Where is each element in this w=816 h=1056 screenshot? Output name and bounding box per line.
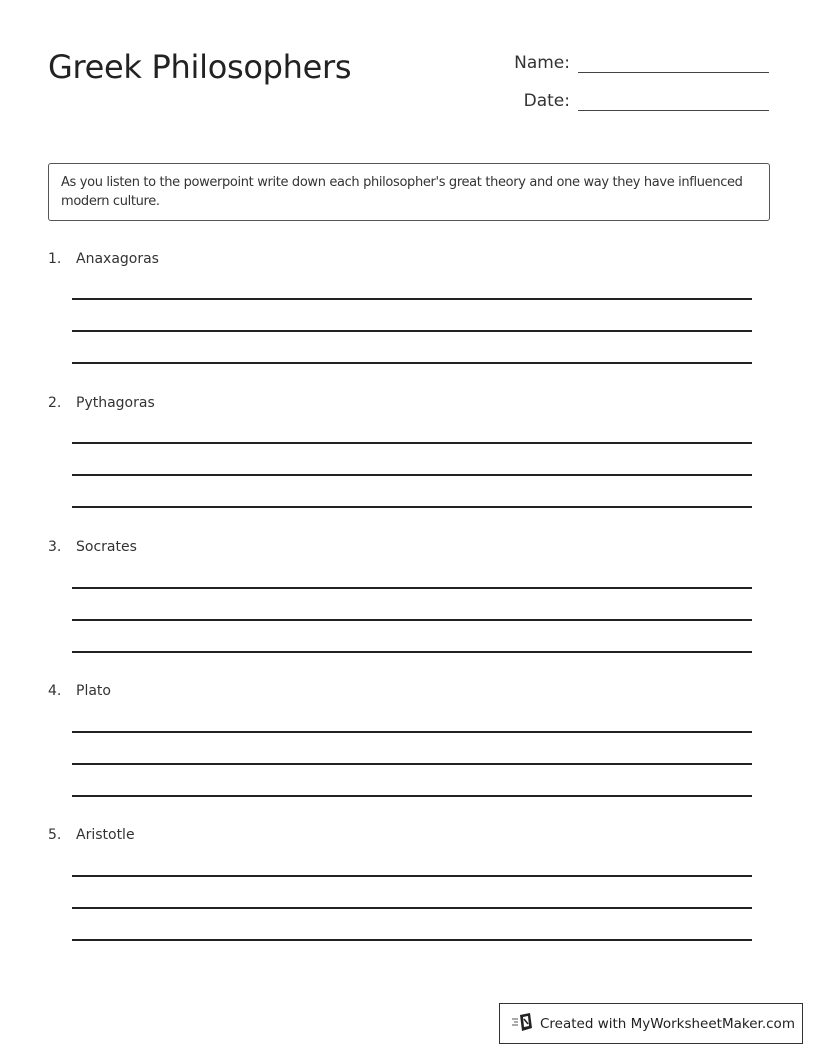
question-label: Aristotle [76, 827, 135, 843]
answer-line[interactable] [72, 907, 752, 909]
answer-line[interactable] [72, 939, 752, 941]
question-number: 2. [48, 395, 62, 411]
question-number: 1. [48, 251, 62, 267]
answer-line[interactable] [72, 474, 752, 476]
answer-line[interactable] [72, 763, 752, 765]
answer-line[interactable] [72, 330, 752, 332]
name-input-line[interactable] [578, 52, 769, 73]
answer-line[interactable] [72, 506, 752, 508]
name-label: Name: [514, 53, 570, 73]
date-label: Date: [523, 91, 570, 111]
answer-line[interactable] [72, 587, 752, 589]
answer-line[interactable] [72, 731, 752, 733]
question-label: Socrates [76, 539, 137, 555]
question-number: 5. [48, 827, 62, 843]
question-number: 3. [48, 539, 62, 555]
instructions-box: As you listen to the powerpoint write down each philosopher's great theory and one way they have influenced modern culture. [48, 163, 770, 221]
question-label: Plato [76, 683, 111, 699]
answer-line[interactable] [72, 619, 752, 621]
answer-line[interactable] [72, 298, 752, 300]
question-5 [48, 827, 768, 843]
answer-line[interactable] [72, 875, 752, 877]
date-input-line[interactable] [578, 90, 769, 111]
page-title: Greek Philosophers [48, 48, 352, 86]
question-3 [48, 539, 768, 555]
question-4 [48, 683, 768, 699]
answer-line[interactable] [72, 795, 752, 797]
question-2 [48, 395, 768, 411]
answer-line[interactable] [72, 651, 752, 653]
answer-line[interactable] [72, 362, 752, 364]
worksheet-maker-logo-icon [512, 1012, 534, 1036]
answer-line[interactable] [72, 442, 752, 444]
date-field[interactable] [500, 90, 769, 111]
name-field[interactable] [500, 52, 769, 73]
question-label: Pythagoras [76, 395, 155, 411]
created-with-text: Created with MyWorksheetMaker.com [540, 1015, 795, 1032]
question-1 [48, 251, 768, 267]
question-label: Anaxagoras [76, 251, 159, 267]
question-number: 4. [48, 683, 62, 699]
created-with-badge[interactable] [499, 1003, 803, 1044]
